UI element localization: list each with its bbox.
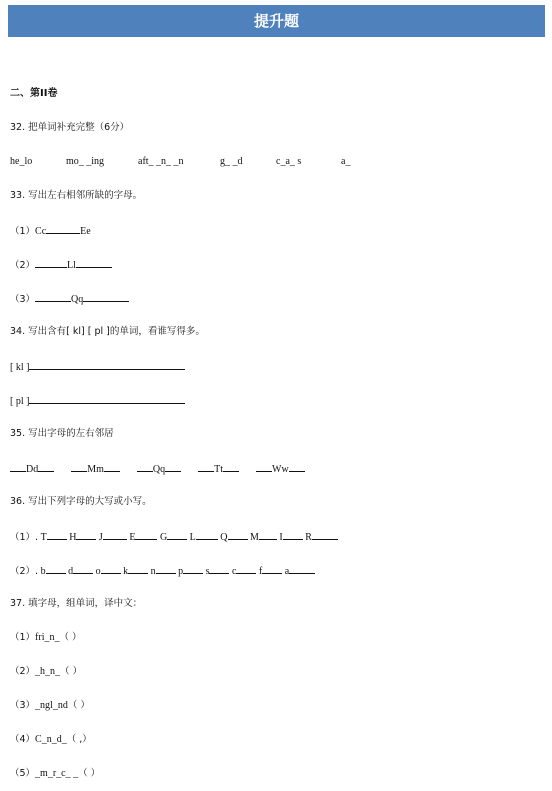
blank [29,394,185,404]
q32-word-3: aft_ _n_ _n [138,156,184,167]
blank [83,292,129,302]
banner-title: 提升题 [8,5,545,37]
q34-item-1: [ kl ] [10,360,185,374]
q32-word-1: he_lo [10,156,33,167]
blank [35,292,71,302]
q33-item-3: （3） Qq [10,292,129,306]
q32-word-6: a_ [341,156,351,167]
question-32: 32. 把单词补充完整（6分） [10,122,130,133]
q37-item-2: （2）_h_n_（ ） [10,666,83,677]
question-33: 33. 写出左右相邻所缺的字母。 [10,190,143,201]
question-34: 34. 写出含有[ kl] [ pl ]的单词，看谁写得多。 [10,326,205,337]
q32-word-5: c_a_ s [276,156,302,167]
blank [76,258,112,268]
question-35: 35. 写出字母的左右邻居 [10,428,114,439]
q36-row-2: （2）. b d o k n p s c f a [10,564,315,578]
q32-word-4: g_ _d [220,156,243,167]
q33-item-2: （2） Ll [10,258,112,272]
q37-item-1: （1）fri_n_（ ） [10,632,82,643]
blank [29,360,185,370]
question-37: 37. 填字母，组单词，译中文： [10,598,143,609]
q37-item-5: （5）_m_r_c_ _（ ） [10,768,101,779]
q32-word-2: mo_ _ing [66,156,105,167]
q37-item-3: （3）_ngl_nd（ ） [10,700,90,711]
blank [35,258,67,268]
section-title: 二、第II卷 [10,88,58,99]
q35-row: Dd Mm Qq Tt Ww [10,462,305,476]
blank [46,224,80,234]
q36-row-1: （1）. T H J E G L Q M I R [10,530,338,544]
q33-item-1: （1）Cc Ee [10,226,91,237]
question-36: 36. 写出下列字母的大写或小写。 [10,496,152,507]
q37-item-4: （4）C_n_d_（ ,） [10,734,92,745]
q34-item-2: [ pl ] [10,394,185,408]
